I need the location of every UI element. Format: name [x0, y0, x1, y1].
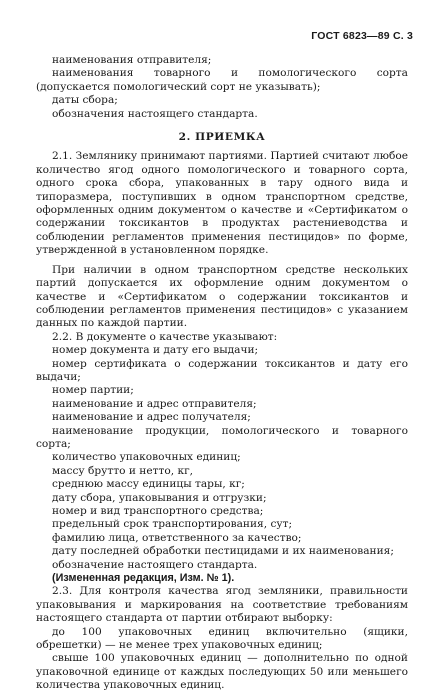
- list-item: дату последней обработки пестицидами и их наименования;: [52, 545, 394, 558]
- list-item: обозначения настоящего стандарта.: [52, 107, 258, 120]
- list-item: номер партии;: [52, 384, 134, 397]
- list-item: наименования товарного и помологического сорта (допускается помологический сорт не указывать);: [36, 67, 408, 93]
- revision-note: (Измененная редакция, Изм. № 1).: [52, 572, 235, 585]
- paragraph-2-1: 2.1. Землянику принимают партиями. Партией считают любое количество ягод одного помологического и товарного сорта, одного срока сбора, упакованных в тару одного вида и типоразмера, поступивших в одном транспортном средстве, оформленных одним документом о качестве и «Сертификатом о содержании токсикантов в продуктах растениеводства и соблюдении регламентов применения пестицидов» по форме, утвержденной в установленном порядке.: [36, 150, 408, 257]
- list-item: даты сбора;: [52, 94, 118, 107]
- paragraph-2-3: 2.3. Для контроля качества ягод земляники, правильности упаковывания и маркирования на соответствие требованиям настоящего стандарта от партии отбирают выборку:: [36, 585, 408, 625]
- list-item: наименования отправителя;: [52, 54, 212, 66]
- list-item: количество упаковочных единиц;: [52, 451, 241, 464]
- paragraph-2-1-continued: При наличии в одном транспортном средстве нескольких партий допускается их оформление одним документом о качестве и «Сертификатом о содержании токсикантов и соблюдении регламентов применения пестицидов» с указанием данных по каждой партии.: [36, 263, 408, 330]
- document-body: [36, 54, 408, 693]
- page-header: ГОСТ 6823—89 С. 3: [311, 30, 413, 42]
- list-item: номер документа и дату его выдачи;: [52, 344, 259, 357]
- paragraph-2-3-a: до 100 упаковочных единиц включительно (ящики, обрешетки) — не менее трех упаковочных единиц;: [36, 625, 408, 652]
- paragraph-2-2: 2.2. В документе о качестве указывают:: [52, 330, 278, 343]
- list-item: наименование продукции, помологического и товарного сорта;: [36, 424, 408, 450]
- list-item: среднюю массу единицы тары, кг;: [52, 478, 245, 491]
- list-item: наименование и адрес получателя;: [52, 411, 251, 424]
- list-item: номер сертификата о содержании токсикантов и дату его выдачи;: [36, 357, 408, 383]
- list-item: наименование и адрес отправителя;: [52, 397, 257, 410]
- list-item: массу брутто и нетто, кг,: [52, 464, 194, 477]
- paragraph-2-3-b: свыше 100 упаковочных единиц — дополнительно по одной упаковочной единице от каждых последующих 50 или меньшего количества упаковочных единиц.: [36, 652, 408, 692]
- list-item: фамилию лица, ответственного за качество;: [52, 531, 302, 544]
- list-item: обозначение настоящего стандарта.: [52, 558, 258, 571]
- section-title: 2. ПРИЕМКА: [178, 131, 266, 144]
- list-item: дату сбора, упаковывания и отгрузки;: [52, 491, 267, 504]
- list-item: предельный срок транспортирования, сут;: [52, 518, 293, 531]
- list-item: номер и вид транспортного средства;: [52, 505, 264, 517]
